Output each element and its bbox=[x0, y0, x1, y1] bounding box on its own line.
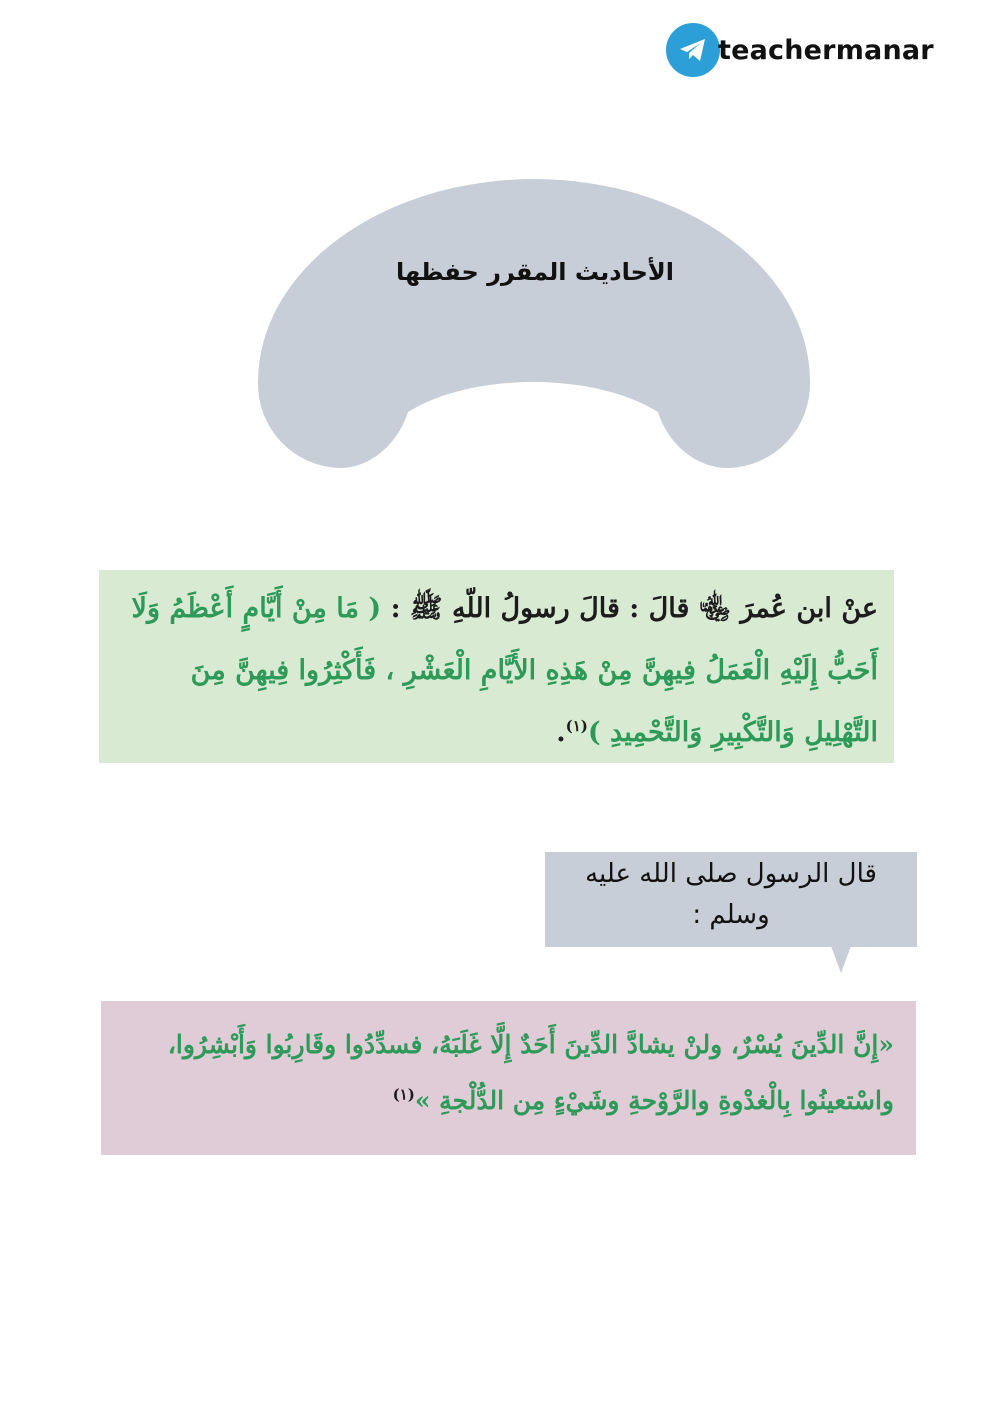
hadith-1-text: ( مَا مِنْ أَيَّامٍ أَعْظَمُ وَلَا أَحَبُّ إِلَيْهِ الْعَمَلُ فِيهِنَّ مِنْ هَذِهِ الأَيَّامِ الْعَشْرِ ، فَأَكْثِرُوا فِيهِنَّ مِنَ التَّهْلِيلِ وَالتَّكْبِيرِ وَالتَّحْمِيدِ ) bbox=[131, 593, 878, 748]
page-title: الأحاديث المقرر حفظها bbox=[395, 258, 674, 286]
hadith-2-text: «إِنَّ الدِّينَ يُسْرٌ، ولنْ يشادَّ الدِّينَ أَحَدٌ إِلَّا غَلَبَهُ، فسدِّدُوا وقَارِبُوا وَأَبْشِرُوا، واسْتعينُوا بِالْغدْوةِ والرَّوْحةِ وشَيْءٍ مِن الدُّلْجةِ » bbox=[167, 1030, 894, 1115]
callout-tail bbox=[831, 946, 851, 973]
callout-text: قال الرسول صلى الله عليه وسلم : bbox=[585, 859, 877, 930]
hadith-1-end: . bbox=[556, 717, 566, 748]
brand-header bbox=[666, 22, 934, 78]
arch-shape bbox=[256, 176, 812, 472]
hadith-box-1 bbox=[99, 570, 894, 763]
telegram-icon bbox=[666, 23, 720, 77]
hadith-1-footnote: (١) bbox=[565, 717, 588, 735]
brand-name: teachermanar bbox=[718, 34, 934, 66]
hadith-1-intro: عنْ ابن عُمرَ ﵄ قالَ : قالَ رسولُ اللّهِ ﷺ : bbox=[390, 593, 878, 624]
hadith-box-2 bbox=[101, 1001, 916, 1155]
hadith-2-footnote: (١) bbox=[392, 1085, 415, 1104]
speech-callout bbox=[545, 852, 917, 947]
